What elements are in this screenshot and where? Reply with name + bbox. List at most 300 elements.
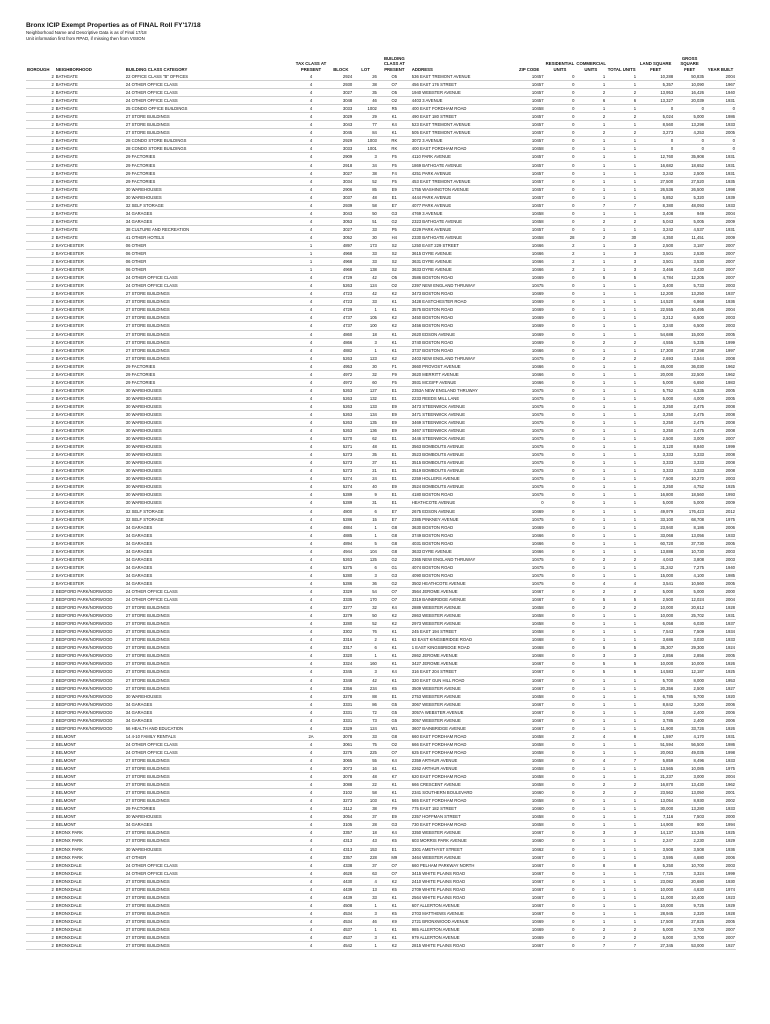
commercial-units-cell: 3 [575, 652, 606, 660]
gross-square-feet-cell: 4,000 [674, 394, 705, 402]
borough-cell: 2 [26, 145, 55, 153]
gross-square-feet-cell: 3,508 [674, 845, 705, 853]
commercial-units-cell: 1 [575, 209, 606, 217]
land-square-feet-cell: 2,247 [637, 837, 674, 845]
residential-units-cell: 0 [545, 137, 576, 145]
lot-cell: 29 [353, 113, 378, 121]
zip-code-cell: 10458 [514, 765, 545, 773]
building-class-category-cell: 06 OTHER [125, 266, 294, 274]
borough-cell: 2 [26, 73, 55, 81]
block-cell: 3357 [329, 853, 354, 861]
total-units-cell: 1 [606, 475, 637, 483]
borough-cell: 2 [26, 81, 55, 89]
residential-units-cell: 0 [545, 378, 576, 386]
building-class-category-cell: 24 OTHER OFFICE CLASS [125, 81, 294, 89]
residential-units-cell: 0 [545, 901, 576, 909]
land-square-feet-cell: 4,350 [637, 233, 674, 241]
table-row [26, 789, 736, 797]
neighborhood-cell: BATHGATE [55, 81, 125, 89]
commercial-units-cell: 1 [575, 853, 606, 861]
gross-square-feet-cell: 17,298 [674, 346, 705, 354]
building-class-category-cell: 30 WAREHOUSES [125, 813, 294, 821]
lot-cell: 33 [353, 893, 378, 901]
building-class-cell: O5 [378, 73, 411, 81]
block-cell: 4723 [329, 290, 354, 298]
commercial-units-cell: 1 [575, 306, 606, 314]
building-class-cell: G8 [378, 539, 411, 547]
neighborhood-cell: BELMONT [55, 756, 125, 764]
residential-units-cell: 0 [545, 225, 576, 233]
year-built-cell: 2008 [705, 354, 736, 362]
table-row [26, 241, 736, 249]
borough-cell: 2 [26, 306, 55, 314]
commercial-units-cell: 1 [575, 539, 606, 547]
block-cell: 3078 [329, 732, 354, 740]
gross-square-feet-cell: 36,030 [674, 362, 705, 370]
block-cell: 5275 [329, 563, 354, 571]
table-row [26, 724, 736, 732]
neighborhood-cell: BATHGATE [55, 177, 125, 185]
gross-square-feet-cell: 800 [674, 821, 705, 829]
residential-units-cell: 0 [545, 475, 576, 483]
commercial-units-cell: 1 [575, 813, 606, 821]
year-built-cell: 2006 [705, 716, 736, 724]
commercial-units-cell: 2 [575, 604, 606, 612]
residential-units-cell: 0 [545, 813, 576, 821]
total-units-cell: 1 [606, 724, 637, 732]
column-header-gross-square-feet: GROSS SQUARE FEET [680, 55, 699, 72]
total-units-cell: 1 [606, 853, 637, 861]
zip-code-cell: 10475 [514, 443, 545, 451]
total-units-cell: 1 [606, 571, 637, 579]
total-units-cell: 5 [606, 596, 637, 604]
table-row [26, 765, 736, 773]
column-header-land-square-feet: LAND SQUARE FEET [639, 61, 672, 72]
gross-square-feet-cell: 4,170 [674, 732, 705, 740]
neighborhood-cell: BATHGATE [55, 217, 125, 225]
borough-cell: 2 [26, 451, 55, 459]
gross-square-feet-cell: 10,270 [674, 475, 705, 483]
lot-cell: 33 [353, 258, 378, 266]
gross-square-feet-cell: 7,503 [674, 813, 705, 821]
total-units-cell: 2 [606, 129, 637, 137]
address-cell: 3515 BOMBOUTS AVENUE [411, 459, 514, 467]
residential-units-cell: 2 [545, 732, 576, 740]
building-class-cell: E1 [378, 845, 411, 853]
commercial-units-cell: 1 [575, 475, 606, 483]
total-units-cell: 6 [606, 97, 637, 105]
total-units-cell: 1 [606, 628, 637, 636]
commercial-units-cell: 1 [575, 877, 606, 885]
lot-cell: 234 [353, 684, 378, 692]
lot-cell: 135 [353, 419, 378, 427]
building-class-cell: F9 [378, 370, 411, 378]
building-class-category-cell: 27 STORE BUILDINGS [125, 121, 294, 129]
borough-cell: 2 [26, 282, 55, 290]
tax-class-cell: 4 [294, 137, 329, 145]
table-row [26, 837, 736, 845]
borough-cell: 2 [26, 507, 55, 515]
tax-class-cell: 4 [294, 443, 329, 451]
address-cell: 505 EAST TREMONT AVENUE [411, 129, 514, 137]
year-built-cell: 2008 [705, 459, 736, 467]
building-class-cell: E1 [378, 193, 411, 201]
table-row [26, 491, 736, 499]
lot-cell: 38 [353, 805, 378, 813]
building-class-category-cell: 06 OTHER [125, 241, 294, 249]
land-square-feet-cell: 22,555 [637, 306, 674, 314]
table-row [26, 821, 736, 829]
tax-class-cell: 4 [294, 97, 329, 105]
residential-units-cell: 0 [545, 177, 576, 185]
zip-code-cell: 10466 [514, 531, 545, 539]
gross-square-feet-cell: 13,430 [674, 781, 705, 789]
lot-cell: 16 [353, 765, 378, 773]
building-class-cell: K1 [378, 346, 411, 354]
block-cell: 4800 [329, 507, 354, 515]
year-built-cell: 1939 [705, 193, 736, 201]
building-class-cell: E9 [378, 427, 411, 435]
lot-cell: 9 [353, 491, 378, 499]
tax-class-cell: 4 [294, 942, 329, 950]
residential-units-cell: 0 [545, 410, 576, 418]
lot-cell: 51 [353, 217, 378, 225]
borough-cell: 2 [26, 756, 55, 764]
building-class-cell: E9 [378, 402, 411, 410]
gross-square-feet-cell: 3,808 [674, 555, 705, 563]
tax-class-cell: 4 [294, 773, 329, 781]
land-square-feet-cell: 3,120 [637, 443, 674, 451]
building-class-category-cell: 34 GARAGES [125, 716, 294, 724]
commercial-units-cell: 1 [575, 837, 606, 845]
lot-cell: 88 [353, 692, 378, 700]
address-cell: 3660 PROVOST AVENUE [411, 362, 514, 370]
land-square-feet-cell: 27,345 [637, 942, 674, 950]
borough-cell: 2 [26, 925, 55, 933]
building-class-cell: F4 [378, 169, 411, 177]
building-class-category-cell: 27 STORE BUILDINGS [125, 909, 294, 917]
building-class-cell: G2 [378, 217, 411, 225]
year-built-cell: 1967 [705, 81, 736, 89]
total-units-cell: 1 [606, 346, 637, 354]
gross-square-feet-cell: 10,090 [674, 81, 705, 89]
neighborhood-cell: BATHGATE [55, 121, 125, 129]
year-built-cell: 1925 [705, 483, 736, 491]
year-built-cell: 1927 [705, 942, 736, 950]
table-row [26, 925, 736, 933]
building-class-category-cell: 29 FACTORIES [125, 362, 294, 370]
gross-square-feet-cell: 16,426 [674, 89, 705, 97]
land-square-feet-cell: 10,000 [637, 612, 674, 620]
lot-cell: 38 [353, 81, 378, 89]
year-built-cell: 1933 [705, 531, 736, 539]
table-row [26, 499, 736, 507]
table-row [26, 845, 736, 853]
total-units-cell: 1 [606, 370, 637, 378]
borough-cell: 2 [26, 684, 55, 692]
year-built-cell: 2006 [705, 708, 736, 716]
total-units-cell: 8 [606, 861, 637, 869]
commercial-units-cell: 1 [575, 290, 606, 298]
block-cell: 4338 [329, 861, 354, 869]
land-square-feet-cell: 0 [637, 145, 674, 153]
lot-cell: 6 [353, 563, 378, 571]
land-square-feet-cell: 35,307 [637, 644, 674, 652]
gross-square-feet-cell: 3,000 [674, 435, 705, 443]
neighborhood-cell: BAYCHESTER [55, 298, 125, 306]
table-row [26, 306, 736, 314]
borough-cell: 2 [26, 676, 55, 684]
neighborhood-cell: BRONXDALE [55, 885, 125, 893]
residential-units-cell: 0 [545, 89, 576, 97]
neighborhood-cell: BEDFORD PARK/NORWOOD [55, 620, 125, 628]
zip-code-cell: 10469 [514, 934, 545, 942]
lot-cell: 73 [353, 716, 378, 724]
block-cell: 3027 [329, 225, 354, 233]
block-cell: 3348 [329, 676, 354, 684]
commercial-units-cell: 1 [575, 805, 606, 813]
residential-units-cell: 2 [545, 241, 576, 249]
zip-code-cell: 10458 [514, 732, 545, 740]
year-built-cell: 2004 [705, 306, 736, 314]
commercial-units-cell: 2 [575, 217, 606, 225]
year-built-cell: 1929 [705, 837, 736, 845]
lot-cell: 3 [353, 934, 378, 942]
commercial-units-cell: 1 [575, 684, 606, 692]
lot-cell: 136 [353, 427, 378, 435]
block-cell: 3073 [329, 765, 354, 773]
lot-cell: 50 [353, 209, 378, 217]
tax-class-cell: 4 [294, 901, 329, 909]
building-class-category-cell: 30 WAREHOUSES [125, 459, 294, 467]
borough-cell: 2 [26, 571, 55, 579]
zip-code-cell: 10457 [514, 161, 545, 169]
year-built-cell: 1983 [705, 378, 736, 386]
building-class-cell: G5 [378, 716, 411, 724]
address-cell: 4769 3 AVENUE [411, 209, 514, 217]
address-cell: 1869 BATHGATE AVENUE [411, 161, 514, 169]
total-units-cell: 5 [606, 274, 637, 282]
commercial-units-cell: 1 [575, 628, 606, 636]
address-cell: 1940 WEBSTER AVENUE [411, 89, 514, 97]
land-square-feet-cell: 5,000 [637, 925, 674, 933]
total-units-cell: 1 [606, 499, 637, 507]
block-cell: 4534 [329, 917, 354, 925]
neighborhood-cell: BATHGATE [55, 129, 125, 137]
commercial-units-cell: 1 [575, 845, 606, 853]
borough-cell: 2 [26, 877, 55, 885]
block-cell: 3053 [329, 217, 354, 225]
commercial-units-cell: 2 [575, 89, 606, 97]
address-cell: 3509 WEBSTER AVENUE [411, 684, 514, 692]
building-class-category-cell: 27 STORE BUILDINGS [125, 893, 294, 901]
block-cell: 2939 [329, 201, 354, 209]
year-built-cell: 0 [705, 145, 736, 153]
commercial-units-cell: 5 [575, 596, 606, 604]
commercial-units-cell: 1 [575, 901, 606, 909]
gross-square-feet-cell: 2,500 [674, 169, 705, 177]
land-square-feet-cell: 2,856 [637, 652, 674, 660]
building-class-cell: K4 [378, 604, 411, 612]
commercial-units-cell: 1 [575, 748, 606, 756]
address-cell: 245 EAST 194 STREET [411, 628, 514, 636]
address-cell: 2353A NEW ENGLAND THRUWAY [411, 386, 514, 394]
gross-square-feet-cell: 6,500 [674, 314, 705, 322]
land-square-feet-cell: 7,725 [637, 869, 674, 877]
building-class-cell: K4 [378, 756, 411, 764]
building-class-category-cell: 28 CONDO STORE BUILDINGS [125, 145, 294, 153]
address-cell: 3631 DYRE AVENUE [411, 258, 514, 266]
residential-units-cell: 0 [545, 145, 576, 153]
commercial-units-cell: 1 [575, 491, 606, 499]
table-row [26, 370, 736, 378]
total-units-cell: 1 [606, 877, 637, 885]
commercial-units-cell: 1 [575, 451, 606, 459]
zip-code-cell: 10469 [514, 322, 545, 330]
gross-square-feet-cell: 22,500 [674, 370, 705, 378]
residential-units-cell: 0 [545, 298, 576, 306]
block-cell: 3088 [329, 781, 354, 789]
tax-class-cell: 4 [294, 298, 329, 306]
building-class-category-cell: 27 STORE BUILDINGS [125, 781, 294, 789]
gross-square-feet-cell: 26,500 [674, 185, 705, 193]
neighborhood-cell: BRONXDALE [55, 877, 125, 885]
building-class-category-cell: 24 OTHER OFFICE CLASS [125, 596, 294, 604]
building-class-cell: E7 [378, 507, 411, 515]
column-header-neighborhood: NEIGHBORHOOD [55, 66, 92, 72]
total-units-cell: 1 [606, 813, 637, 821]
residential-units-cell: 0 [545, 660, 576, 668]
year-built-cell: 1931 [705, 153, 736, 161]
land-square-feet-cell: 3,250 [637, 419, 674, 427]
building-class-cell: E1 [378, 499, 411, 507]
borough-cell: 2 [26, 740, 55, 748]
address-cell: 2620 EDSON AVENUE [411, 330, 514, 338]
year-built-cell: 1998 [705, 185, 736, 193]
block-cell: 3027 [329, 169, 354, 177]
building-class-cell: O7 [378, 748, 411, 756]
zip-code-cell: 10462 [514, 845, 545, 853]
lot-cell: 36 [353, 579, 378, 587]
building-class-category-cell: 24 OTHER OFFICE CLASS [125, 588, 294, 596]
address-cell: 3563 BOMBOUTS AVENUE [411, 443, 514, 451]
table-row [26, 660, 736, 668]
residential-units-cell: 0 [545, 676, 576, 684]
lot-cell: 48 [353, 773, 378, 781]
address-cell: 3502 HEATHCOTE AVENUE [411, 579, 514, 587]
borough-cell: 2 [26, 394, 55, 402]
land-square-feet-cell: 26,536 [637, 185, 674, 193]
building-class-cell: K1 [378, 925, 411, 933]
table-row [26, 266, 736, 274]
building-class-cell: K1 [378, 893, 411, 901]
residential-units-cell: 2 [545, 250, 576, 258]
neighborhood-cell: BAYCHESTER [55, 515, 125, 523]
land-square-feet-cell: 27,500 [637, 177, 674, 185]
tax-class-cell: 4 [294, 129, 329, 137]
building-class-category-cell: 30 WAREHOUSES [125, 483, 294, 491]
total-units-cell: 5 [606, 668, 637, 676]
year-built-cell: 2008 [705, 467, 736, 475]
year-built-cell: 1937 [705, 620, 736, 628]
table-row [26, 233, 736, 241]
land-square-feet-cell: 4,555 [637, 338, 674, 346]
total-units-cell: 1 [606, 419, 637, 427]
table-row [26, 362, 736, 370]
gross-square-feet-cell: 0 [674, 137, 705, 145]
building-class-category-cell: 24 OTHER OFFICE CLASS [125, 869, 294, 877]
gross-square-feet-cell: 37,730 [674, 539, 705, 547]
total-units-cell: 1 [606, 322, 637, 330]
land-square-feet-cell: 8,380 [637, 201, 674, 209]
borough-cell: 2 [26, 402, 55, 410]
address-cell: 3456 BOSTON ROAD [411, 322, 514, 330]
tax-class-cell: 4 [294, 523, 329, 531]
address-cell: 3072 3 AVENUE [411, 137, 514, 145]
neighborhood-cell: BAYCHESTER [55, 378, 125, 386]
lot-cell: 34 [353, 161, 378, 169]
land-square-feet-cell: 5,000 [637, 588, 674, 596]
residential-units-cell: 0 [545, 765, 576, 773]
building-class-category-cell: 30 WAREHOUSES [125, 410, 294, 418]
commercial-units-cell: 1 [575, 692, 606, 700]
building-class-cell: G8 [378, 732, 411, 740]
total-units-cell: 7 [606, 756, 637, 764]
address-cell: 536 EAST TREMONT AVENUE [411, 73, 514, 81]
gross-square-feet-cell: 4,537 [674, 225, 705, 233]
residential-units-cell: 0 [545, 282, 576, 290]
building-class-cell: W1 [378, 724, 411, 732]
total-units-cell: 2 [606, 555, 637, 563]
building-class-cell: K1 [378, 306, 411, 314]
address-cell: 2357 HOFFMAN STREET [411, 813, 514, 821]
table-row [26, 612, 736, 620]
land-square-feet-cell: 7,116 [637, 813, 674, 821]
building-class-cell: K1 [378, 636, 411, 644]
borough-cell: 2 [26, 137, 55, 145]
neighborhood-cell: BAYCHESTER [55, 241, 125, 249]
lot-cell: 153 [353, 845, 378, 853]
block-cell: 5263 [329, 419, 354, 427]
lot-cell: 13 [353, 885, 378, 893]
table-row [26, 145, 736, 153]
neighborhood-cell: BATHGATE [55, 201, 125, 209]
block-cell: 3112 [329, 805, 354, 813]
block-cell: 3316 [329, 636, 354, 644]
total-units-cell: 2 [606, 338, 637, 346]
table-row [26, 435, 736, 443]
residential-units-cell: 0 [545, 435, 576, 443]
zip-code-cell: 10475 [514, 386, 545, 394]
tax-class-cell: 4 [294, 596, 329, 604]
tax-class-cell: 4 [294, 781, 329, 789]
building-class-cell: E1 [378, 692, 411, 700]
residential-units-cell: 0 [545, 925, 576, 933]
tax-class-cell: 4 [294, 563, 329, 571]
residential-units-cell: 0 [545, 620, 576, 628]
address-cell: 3633 DYRE AVENUE [411, 266, 514, 274]
address-cell: 3586 BOSTON ROAD [411, 274, 514, 282]
gross-square-feet-cell: 5,700 [674, 692, 705, 700]
tax-class-cell: 4 [294, 917, 329, 925]
year-built-cell: 1975 [705, 765, 736, 773]
total-units-cell: 1 [606, 563, 637, 571]
building-class-cell: K4 [378, 829, 411, 837]
tax-class-cell: 4 [294, 925, 329, 933]
land-square-feet-cell: 13,565 [637, 765, 674, 773]
address-cell: 565 EAST FORDHAM ROAD [411, 797, 514, 805]
commercial-units-cell: 2 [575, 354, 606, 362]
